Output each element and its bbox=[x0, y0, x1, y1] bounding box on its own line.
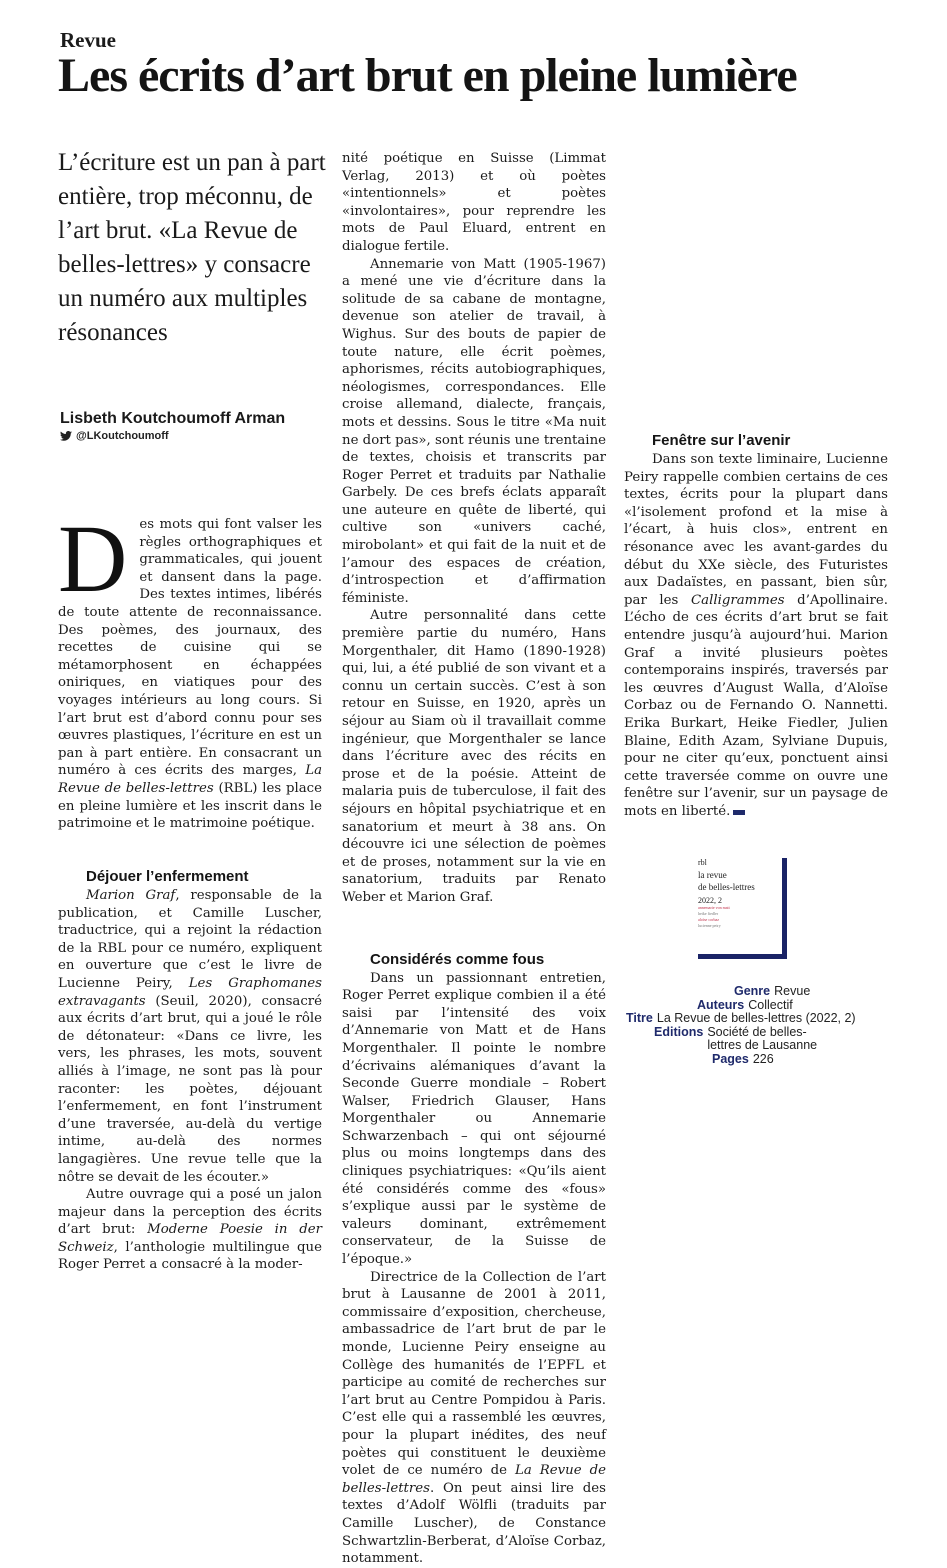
intro-paragraph: Des mots qui font valser les règles orthographiques et grammaticales, qui jouent et dansent dans la page. Des textes intimes, libérés de toute attente de reconnaissance. Des poèmes, des journaux, des recettes de cuisine qui se métamorphosent en échappées oniriques, en viatiques pour des voyages intérieurs au long cours. Si l’art brut est d’abord connu pour ses œuvres plastiques, l’écriture en est un pan à part entière. En consacrant un numéro à ces écrits des marges, La Revue de belles-lettres (RBL) les place en pleine lumière et les inscrit dans le patrimoine et le matrimoine poétique. bbox=[58, 505, 322, 832]
subhead-fenetre: Fenêtre sur l’avenir bbox=[652, 432, 791, 449]
cover-line: heike fiedler bbox=[698, 911, 719, 916]
column-1-section bbox=[58, 868, 322, 1274]
body-paragraph: Annemarie von Matt (1905-1967) a mené une vie d’écriture dans la solitude de sa cabane de montagne, devenue son atelier de travail, à Wighus. Sur des bouts de papier de toute nature, elle écrit poèmes, aphorismes, récits autobiographiques, néologismes, correspondances. Elle croise allemand, dialecte, français, mots et dessins. Sous le titre «Ma nuit ne dort pas», sont réunis une trentaine de textes, choisis et transcrits par Roger Perret et traduits par Nathalie Garbely. De ces brefs éclats apparaît une auteure en quête de liberté, qui cultive son «univers caché, mirobolant» et qui fait de la nuit et de l’amour des espaces de création, d’introspection et d’affirmation féministe. bbox=[342, 256, 606, 606]
fact-row-editions: Editions Société de belles-lettres de Lausanne bbox=[654, 1024, 818, 1052]
byline bbox=[60, 410, 285, 442]
headline: Les écrits d’art brut en pleine lumière bbox=[58, 49, 797, 102]
body-paragraph-continued: nité poétique en Suisse (Limmat Verlag, 2013) et où poètes «intentionnels» et poètes «involontaires», pour reprendre les mots de Paul Eluard, entrent en dialogue fertile. bbox=[342, 151, 606, 254]
body-paragraph: Autre personnalité dans cette première partie du numéro, Hans Morgenthaler, dit Hamo (1890-1928) qui, lui, a été publié de son vivant et a connu un certain succès. C’est à son retour en Suisse, en 1920, après un séjour au Siam où il travaillait comme ingénieur, que Morgenthaler se lance dans l’écriture avec des récits en prose et de la poésie. Atteint de malaria puis de tuberculose, il fait des séjours en hôpital psychiatrique et en sanatorium et meurt à 38 ans. On découvre ici une sélection de poèmes et de proses, notamment sur la vie en sanatorium, traduits par Renato Weber et Marion Graf. bbox=[342, 608, 606, 905]
author-handle: @LKoutchoumoff bbox=[76, 430, 169, 442]
cover-line: aloïse corbaz bbox=[698, 917, 719, 922]
column-2 bbox=[342, 150, 606, 1568]
column-1 bbox=[58, 505, 322, 833]
cover-issue: 2022, 2 bbox=[698, 896, 722, 905]
body-paragraph: Dans un passionnant entretien, Roger Perret explique combien il a été saisi par l’intensité des voix d’Annemarie von Matt et de Hans Morgenthaler. Il pointe le nombre d’écrivains alémaniques d’avant la Seconde Guerre mondiale – Robert Walser, Friedrich Glauser, Hans Morgenthaler ou Annemarie Schwarzenbach – qui ont séjourné plus ou moins longtemps dans des cliniques psychiatriques: «Qu’ils aient été considérés comme des «fous» s’explique aussi par le système de valeurs dominant, extrêmement conservateur, de la Suisse de l’époque.» bbox=[342, 970, 606, 1268]
cover-line: annemarie von matt bbox=[698, 905, 730, 910]
fact-row-genre: Genre Revue bbox=[734, 984, 811, 998]
fact-box bbox=[622, 985, 872, 1066]
subhead-dejouer: Déjouer l’enfermement bbox=[86, 868, 249, 885]
magazine-cover bbox=[698, 858, 790, 960]
author-name: Lisbeth Koutchoumoff Arman bbox=[60, 410, 286, 427]
cover-brand: rbl bbox=[698, 858, 707, 867]
fact-row-pages: Pages 226 bbox=[712, 1051, 774, 1066]
cover-line: lucienne peiry bbox=[698, 923, 721, 928]
twitter-bird-icon bbox=[60, 431, 72, 441]
fact-row-auteurs: Auteurs Collectif bbox=[697, 997, 793, 1012]
drop-cap: D bbox=[58, 505, 128, 612]
fact-row-titre: Titre La Revue de belles-lettres (2022, 2) bbox=[626, 1011, 856, 1025]
body-paragraph: Dans son texte liminaire, Lucienne Peiry rappelle combien certains de ces textes, écrits pour la plupart dans «l’isolement profond et la mise à l’écart, à huis clos», entrent en résonance avec les avant-gardes du début du XXe siècle, des Futuristes aux Dadaïstes, en passant, bien sûr, par les Calligrammes d’Apollinaire. L’écho de ces écrits d’art brut se fait entendre jusqu’à aujourd’hui. Marion Graf a invité plusieurs poètes contemporains inspirés, traversés par les œuvres d’August Walla, d’Aloïse Corbaz ou de Fernando O. Nannetti. Erika Burkart, Heike Fiedler, Julien Blaine, Edith Azam, Sylviane Dupuis, pour ne citer qu’eux, ponctuent ainsi cette traversée comme on ouvre une fenêtre sur l’avenir, sur un paysage de mots en liberté. bbox=[624, 452, 888, 819]
cover-accent-bar bbox=[698, 954, 787, 959]
lead-paragraph: L’écriture est un pan à part entière, trop méconnu, de l’art brut. «La Revue de belles-lettres» y consacre un numéro aux multiples résonances bbox=[58, 149, 326, 346]
body-paragraph: Autre ouvrage qui a posé un jalon majeur dans la perception des écrits d’art brut: Moderne Poesie in der Schweiz, l’anthologie multilingue que Roger Perret a consacré à la moder- bbox=[58, 1187, 322, 1273]
cover-accent-bar bbox=[782, 858, 787, 958]
body-paragraph: Directrice de la Collection de l’art brut à Lausanne de 2001 à 2011, commissaire d’exposition, chercheuse, ambassadrice de l’art brut de par le monde, Lucienne Peiry enseigne au Collège des humanités de l’EPFL et participe au comité de recherches sur l’art brut au Centre Pompidou à Paris. C’est elle qui a rassemblé les œuvres, pour la plupart inédites, des neuf poètes qui constituent le deuxième volet de ce numéro de La Revue de belles-lettres. On peut ainsi lire des textes d’Adolf Wölfli (traduits par Camille Luscher), de Constance Schwartzlin-Berberat, d’Aloïse Corbaz, notamment. bbox=[342, 1269, 606, 1567]
column-3-section bbox=[624, 432, 888, 820]
rubric: Revue bbox=[60, 28, 116, 52]
cover-title-2: de belles-lettres bbox=[698, 882, 755, 892]
subhead-consideres: Considérés comme fous bbox=[370, 950, 545, 968]
end-mark-icon bbox=[733, 810, 745, 815]
cover-title-1: la revue bbox=[698, 870, 727, 880]
author-handle-row bbox=[60, 430, 285, 442]
body-paragraph: Marion Graf, responsable de la publication, et Camille Luscher, traductrice, qui a rejoint la rédaction de la RBL pour ce numéro, expliquent en ouverture que c’est le livre de Lucienne Peiry, Les Graphomanes extravagants (Seuil, 2020), consacré aux écrits d’art brut, qui a joué le rôle de détonateur: «Dans ce livre, les vers, les phrases, les mots, souvent alliés à l’image, ne sont pas là pour raconter: les poètes, déjouant l’enfermement, en font l’instrument d’une traversée, au-delà du vertige intime, au-delà des normes langagières. Une revue telle que la nôtre se devait de les écouter.» bbox=[58, 888, 323, 1185]
